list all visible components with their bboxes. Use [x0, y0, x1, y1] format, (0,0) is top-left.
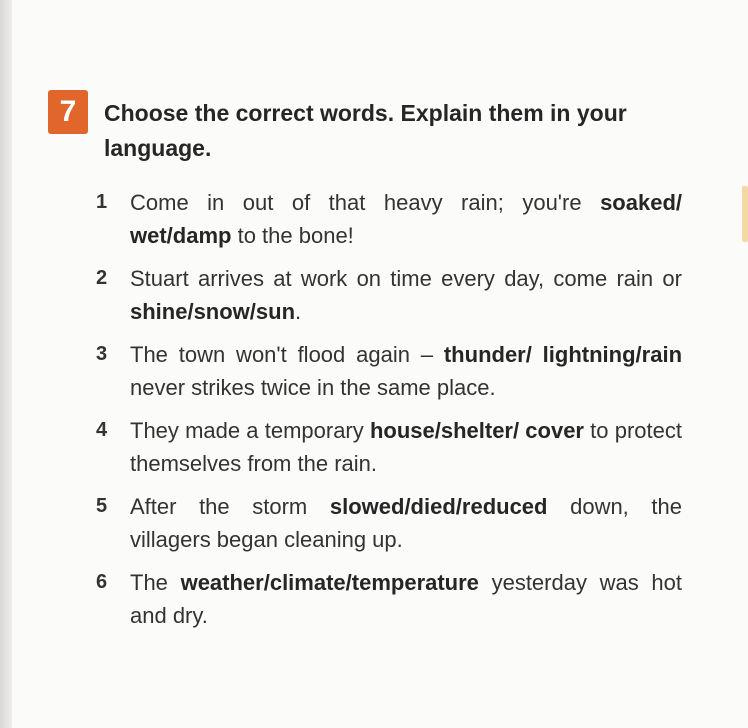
exercise-items: [96, 186, 682, 642]
list-item: [96, 186, 682, 252]
previous-text-fragment: [72, 0, 362, 6]
item-text-before: Come in out of that heavy rain; you're: [130, 190, 601, 215]
exercise-number-badge: 7: [48, 90, 88, 134]
item-number: 5: [96, 495, 108, 517]
item-text-after: yesterday was hot and dry.: [130, 570, 682, 628]
list-item: [96, 566, 682, 632]
item-number: 4: [96, 419, 108, 441]
item-text-after: down, the villagers began cleaning up.: [130, 494, 682, 552]
page-binding-edge: [0, 0, 12, 728]
word-options: house/shelter/ cover: [369, 418, 584, 443]
item-number: 6: [96, 571, 108, 593]
list-item: [96, 262, 682, 328]
adjacent-page-mark: [742, 186, 748, 242]
item-text-before: The: [130, 570, 181, 595]
item-number: 3: [96, 343, 108, 365]
item-text-after: to protect themselves from the rain.: [130, 418, 682, 476]
item-text-after: never strikes twice in the same place.: [130, 375, 496, 400]
item-text-before: After the storm: [130, 494, 330, 519]
list-item: [96, 338, 682, 404]
exercise-instruction: Choose the correct words. Explain them in your language.: [104, 100, 627, 161]
word-options: soaked/ wet/damp: [130, 190, 682, 248]
list-item: [96, 414, 682, 480]
word-options: thunder/ lightning/rain: [443, 342, 683, 367]
list-item: [96, 490, 682, 556]
word-options: weather/climate/temperature: [180, 570, 479, 595]
word-options: slowed/died/reduced: [329, 494, 548, 519]
item-text-before: Stuart arrives at work on time every day, come rain or: [130, 266, 682, 291]
item-text-before: The town won't flood again –: [130, 342, 444, 367]
item-number: 2: [96, 267, 108, 289]
word-options: shine/snow/sun: [130, 299, 296, 324]
item-text-before: They made a temporary: [130, 418, 370, 443]
item-text-after: to the bone!: [231, 223, 354, 248]
item-text-after: .: [295, 299, 302, 324]
item-number: 1: [96, 191, 108, 213]
textbook-page: [12, 0, 748, 728]
